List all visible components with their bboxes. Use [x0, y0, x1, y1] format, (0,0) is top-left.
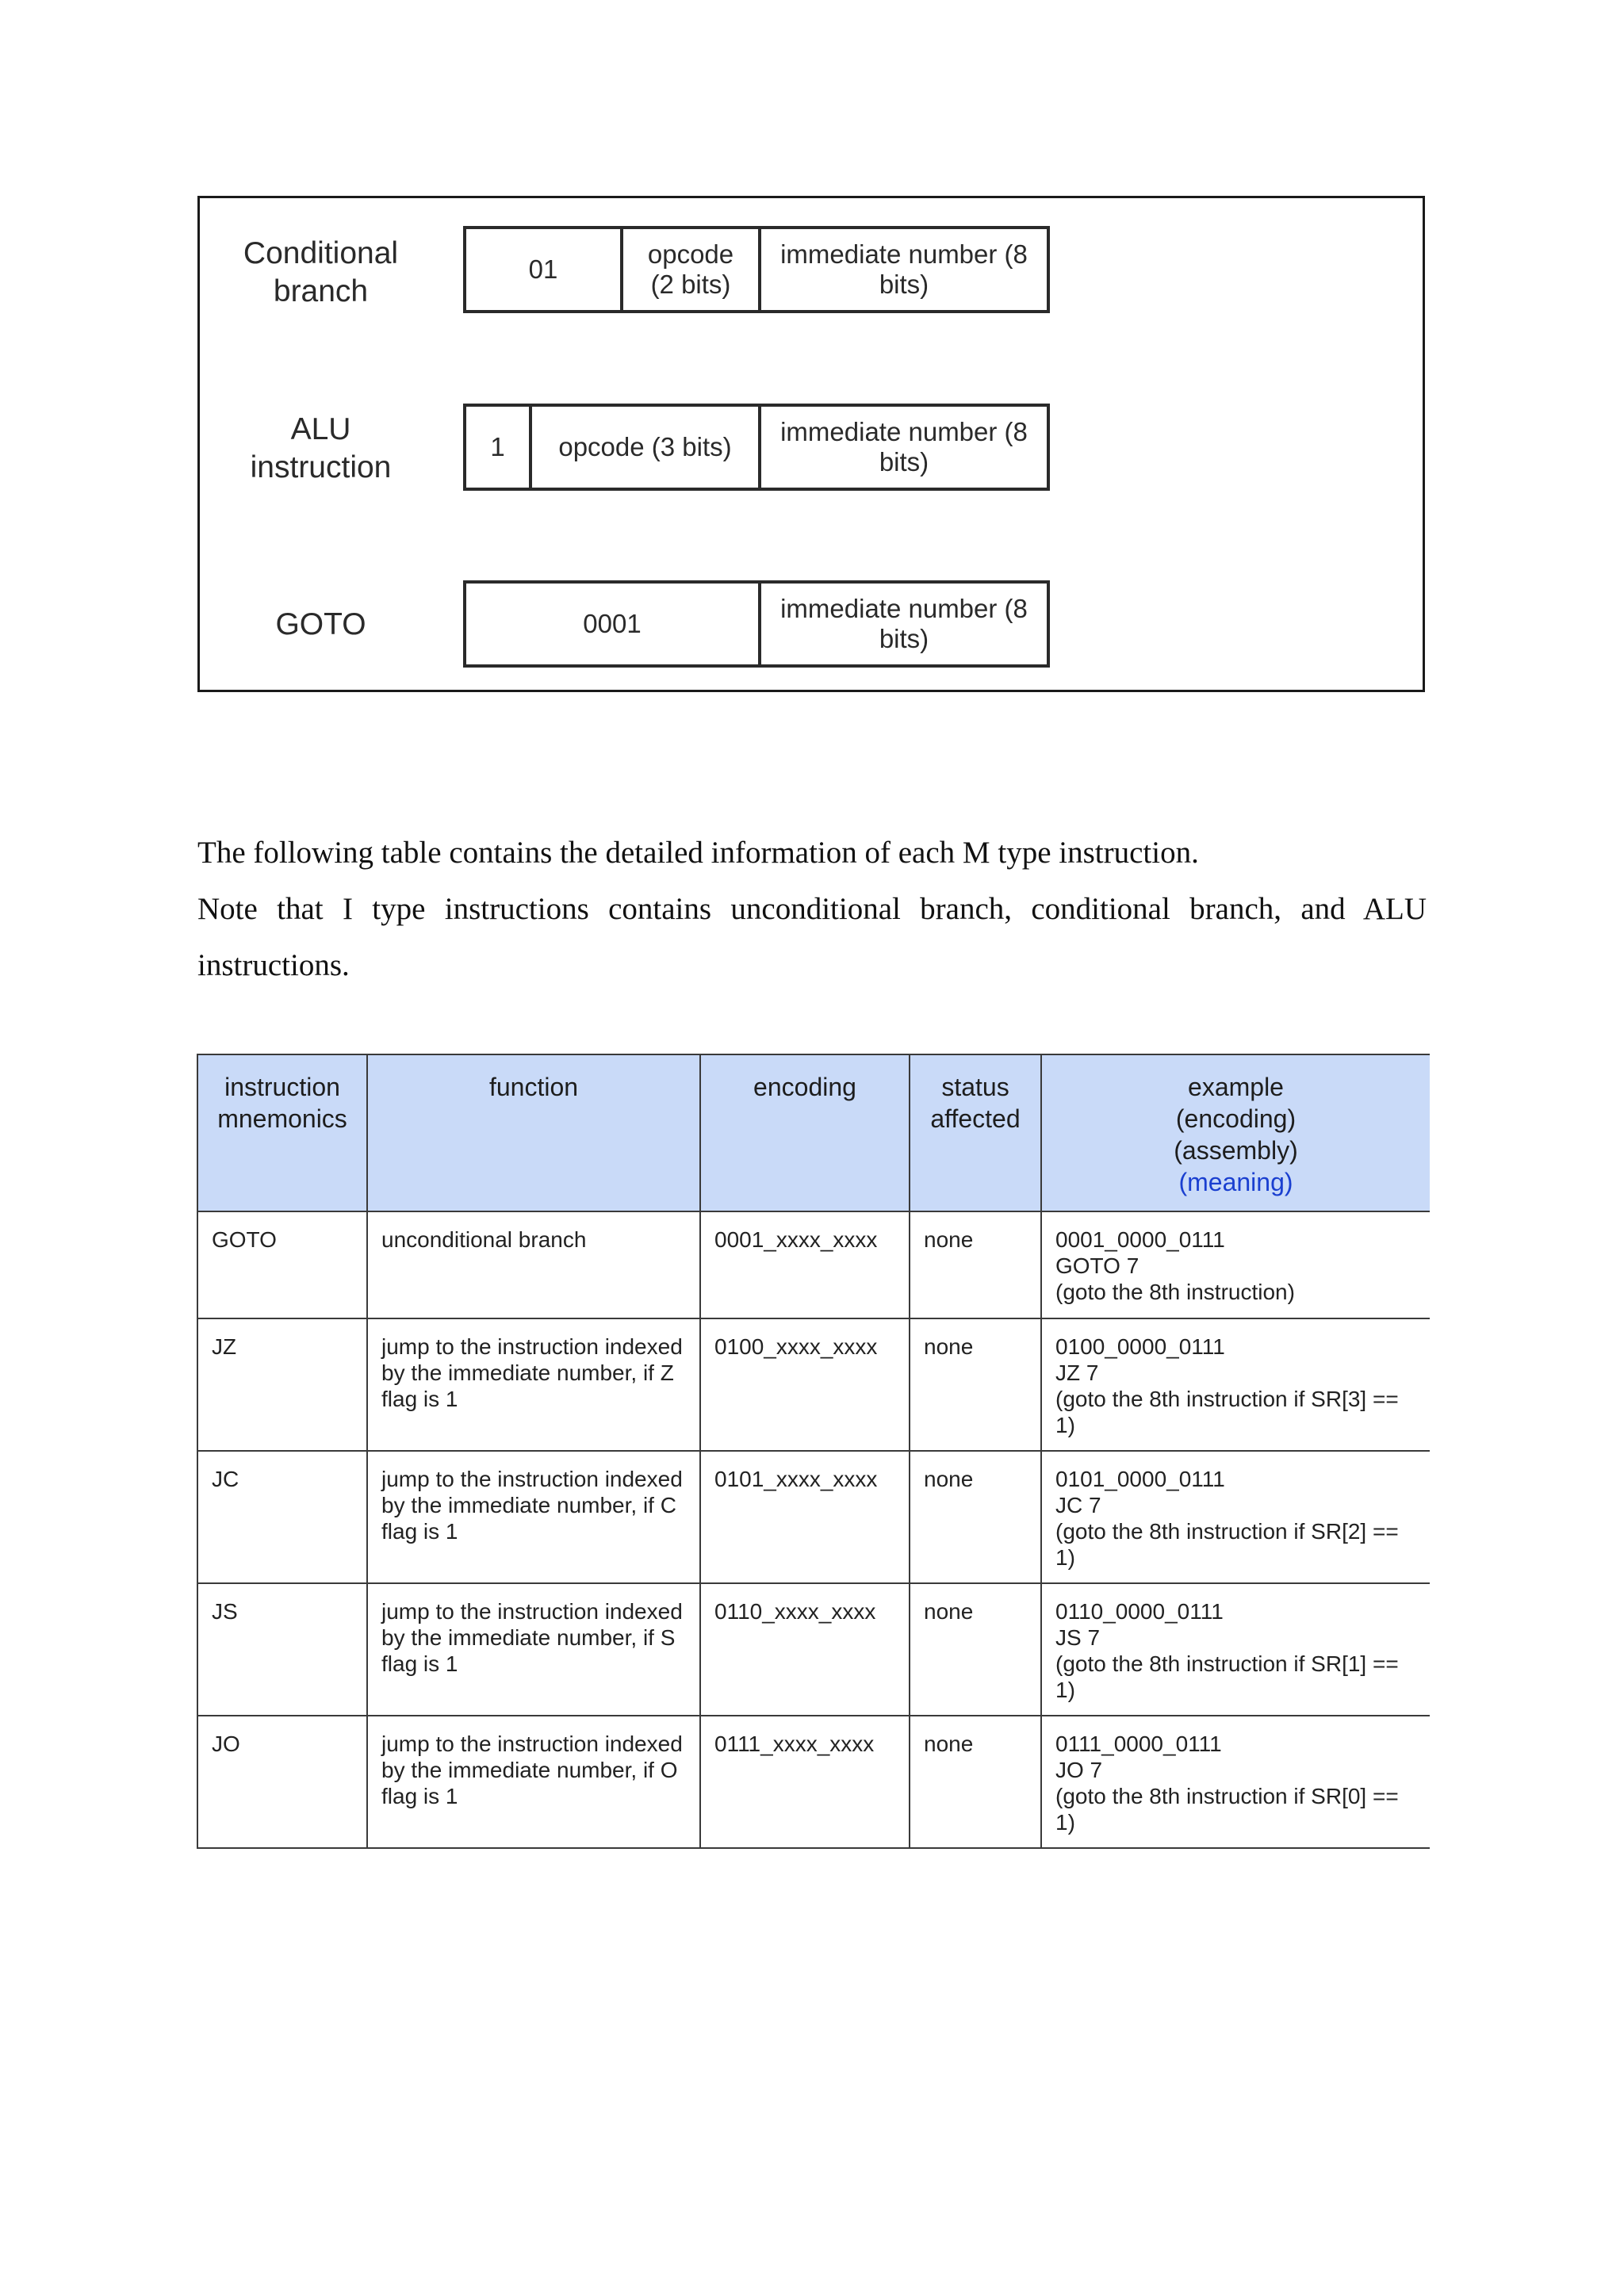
row-label-conditional-branch: Conditional branch: [243, 236, 399, 308]
header-encoding: encoding: [700, 1054, 910, 1211]
cell-encoding: 0111_xxxx_xxxx: [700, 1716, 910, 1848]
header-status: status affected: [910, 1054, 1041, 1211]
cell-status: none: [910, 1318, 1041, 1451]
cell-status: none: [910, 1583, 1041, 1716]
row-label-alu-instruction: ALU instruction: [250, 412, 392, 484]
cell-status: none: [910, 1716, 1041, 1848]
cell-function: jump to the instruction indexed by the immediate number, if C flag is 1: [367, 1451, 700, 1583]
paragraph-line: The following table contains the detailed information of each M type instruction.: [197, 836, 1199, 870]
table-row: [197, 1211, 1430, 1318]
field-immediate: immediate number (8 bits): [780, 239, 1028, 299]
instruction-table: [197, 1054, 1430, 1849]
header-mnemonics: instruction mnemonics: [197, 1054, 367, 1211]
cell-mnemonic: JZ: [197, 1318, 367, 1451]
cell-example: 0001_0000_0111 GOTO 7 (goto the 8th instruction): [1041, 1211, 1430, 1318]
cell-example: 0110_0000_0111 JS 7 (goto the 8th instruction if SR[1] == 1): [1041, 1583, 1430, 1716]
alu-instruction-format: [463, 404, 1050, 491]
field-opcode: opcode (3 bits): [532, 407, 761, 488]
field-prefix: 0001: [466, 584, 761, 664]
cell-function: jump to the instruction indexed by the immediate number, if Z flag is 1: [367, 1318, 700, 1451]
cell-status: none: [910, 1211, 1041, 1318]
cell-function: jump to the instruction indexed by the immediate number, if S flag is 1: [367, 1583, 700, 1716]
cell-mnemonic: GOTO: [197, 1211, 367, 1318]
cell-mnemonic: JO: [197, 1716, 367, 1848]
cell-example: 0100_0000_0111 JZ 7 (goto the 8th instruction if SR[3] == 1): [1041, 1318, 1430, 1451]
field-prefix: 01: [466, 229, 623, 310]
cell-encoding: 0110_xxxx_xxxx: [700, 1583, 910, 1716]
paragraph-line: instructions.: [197, 948, 350, 982]
table-row: [197, 1716, 1430, 1848]
conditional-branch-format: [463, 226, 1050, 313]
table-row: [197, 1318, 1430, 1451]
cell-example: 0111_0000_0111 JO 7 (goto the 8th instruction if SR[0] == 1): [1041, 1716, 1430, 1848]
cell-mnemonic: JS: [197, 1583, 367, 1716]
cell-encoding: 0001_xxxx_xxxx: [700, 1211, 910, 1318]
field-prefix: 1: [466, 407, 532, 488]
cell-encoding: 0101_xxxx_xxxx: [700, 1451, 910, 1583]
instruction-format-diagram: [197, 196, 1425, 692]
cell-mnemonic: JC: [197, 1451, 367, 1583]
table-row: [197, 1583, 1430, 1716]
cell-status: none: [910, 1451, 1041, 1583]
paragraph-line: Note that I type instructions contains unconditional branch, conditional branch, and ALU: [197, 892, 1427, 926]
goto-format: [463, 580, 1050, 668]
field-immediate: immediate number (8 bits): [780, 417, 1028, 476]
cell-encoding: 0100_xxxx_xxxx: [700, 1318, 910, 1451]
header-function: function: [367, 1054, 700, 1211]
cell-function: jump to the instruction indexed by the immediate number, if O flag is 1: [367, 1716, 700, 1848]
header-example-meaning: (meaning): [1178, 1168, 1293, 1196]
description-paragraph: [197, 825, 1427, 993]
header-example: example (encoding) (assembly) (meaning): [1041, 1054, 1430, 1211]
field-opcode: opcode (2 bits): [623, 229, 761, 310]
table-row: [197, 1451, 1430, 1583]
cell-function: unconditional branch: [367, 1211, 700, 1318]
table-header-row: [197, 1054, 1430, 1211]
cell-example: 0101_0000_0111 JC 7 (goto the 8th instruction if SR[2] == 1): [1041, 1451, 1430, 1583]
field-immediate: immediate number (8 bits): [780, 594, 1028, 653]
row-label-goto: GOTO: [275, 607, 366, 641]
